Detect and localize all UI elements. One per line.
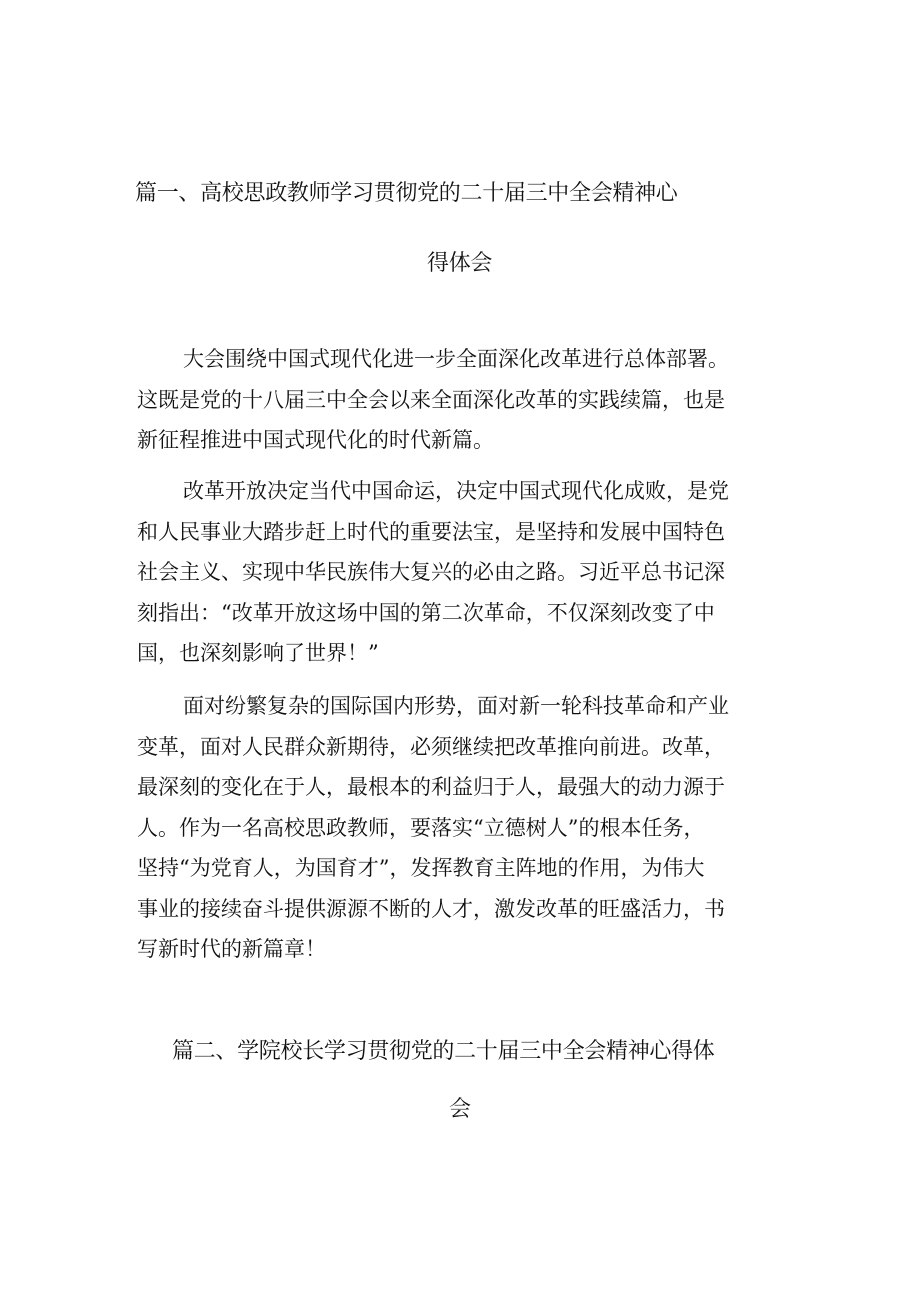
paragraph-line: 改革开放决定当代中国命运，决定中国式现代化成败，是党 xyxy=(183,479,729,503)
section1-paragraph-2 xyxy=(137,471,787,674)
paragraph-line: 最深刻的变化在于人，最根本的利益归于人，最强大的动力源于 xyxy=(137,775,725,799)
paragraph-line: 坚持“为党育人，为国育才”，发挥教育主阵地的作用，为伟大 xyxy=(137,856,705,880)
paragraph-line: 面对纷繁复杂的国际国内形势，面对新一轮科技革命和产业 xyxy=(183,694,729,718)
paragraph-line: 写新时代的新篇章！ xyxy=(137,937,326,961)
paragraph-line: 社会主义、实现中华民族伟大复兴的必由之路。习近平总书记深 xyxy=(137,560,725,584)
paragraph-line: 新征程推进中国式现代化的时代新篇。 xyxy=(137,428,494,452)
section1-paragraph-1 xyxy=(137,339,787,461)
section1-title-line2: 得体会 xyxy=(427,251,493,276)
section1-title-line1: 篇一、高校思政教师学习贯彻党的二十届三中全会精神心 xyxy=(135,181,678,206)
paragraph-line: 事业的接续奋斗提供源源不断的人才，激发改革的旺盛活力，书 xyxy=(137,896,725,921)
paragraph-line: 刻指出：“改革开放这场中国的第二次革命，不仅深刻改变了中 xyxy=(137,600,715,625)
paragraph-line: 变革，面对人民群众新期待，必须继续把改革推向前进。改革， xyxy=(137,734,725,759)
section2-title-line2: 会 xyxy=(449,1097,471,1122)
paragraph-line: 国，也深刻影响了世界！” xyxy=(137,641,379,665)
paragraph-line: 这既是党的十八届三中全会以来全面深化改革的实践续篇，也是 xyxy=(137,387,725,412)
section1-paragraph-3 xyxy=(137,686,787,970)
section2-title-line1: 篇二、学院校长学习贯彻党的二十届三中全会精神心得体 xyxy=(172,1039,715,1064)
paragraph-line: 和人民事业大踏步赶上时代的重要法宝，是坚持和发展中国特色 xyxy=(137,519,725,544)
paragraph-line: 大会围绕中国式现代化进一步全面深化改革进行总体部署。 xyxy=(183,347,729,371)
paragraph-line: 人。作为一名高校思政教师，要落实“立德树人”的根本任务， xyxy=(137,815,705,840)
